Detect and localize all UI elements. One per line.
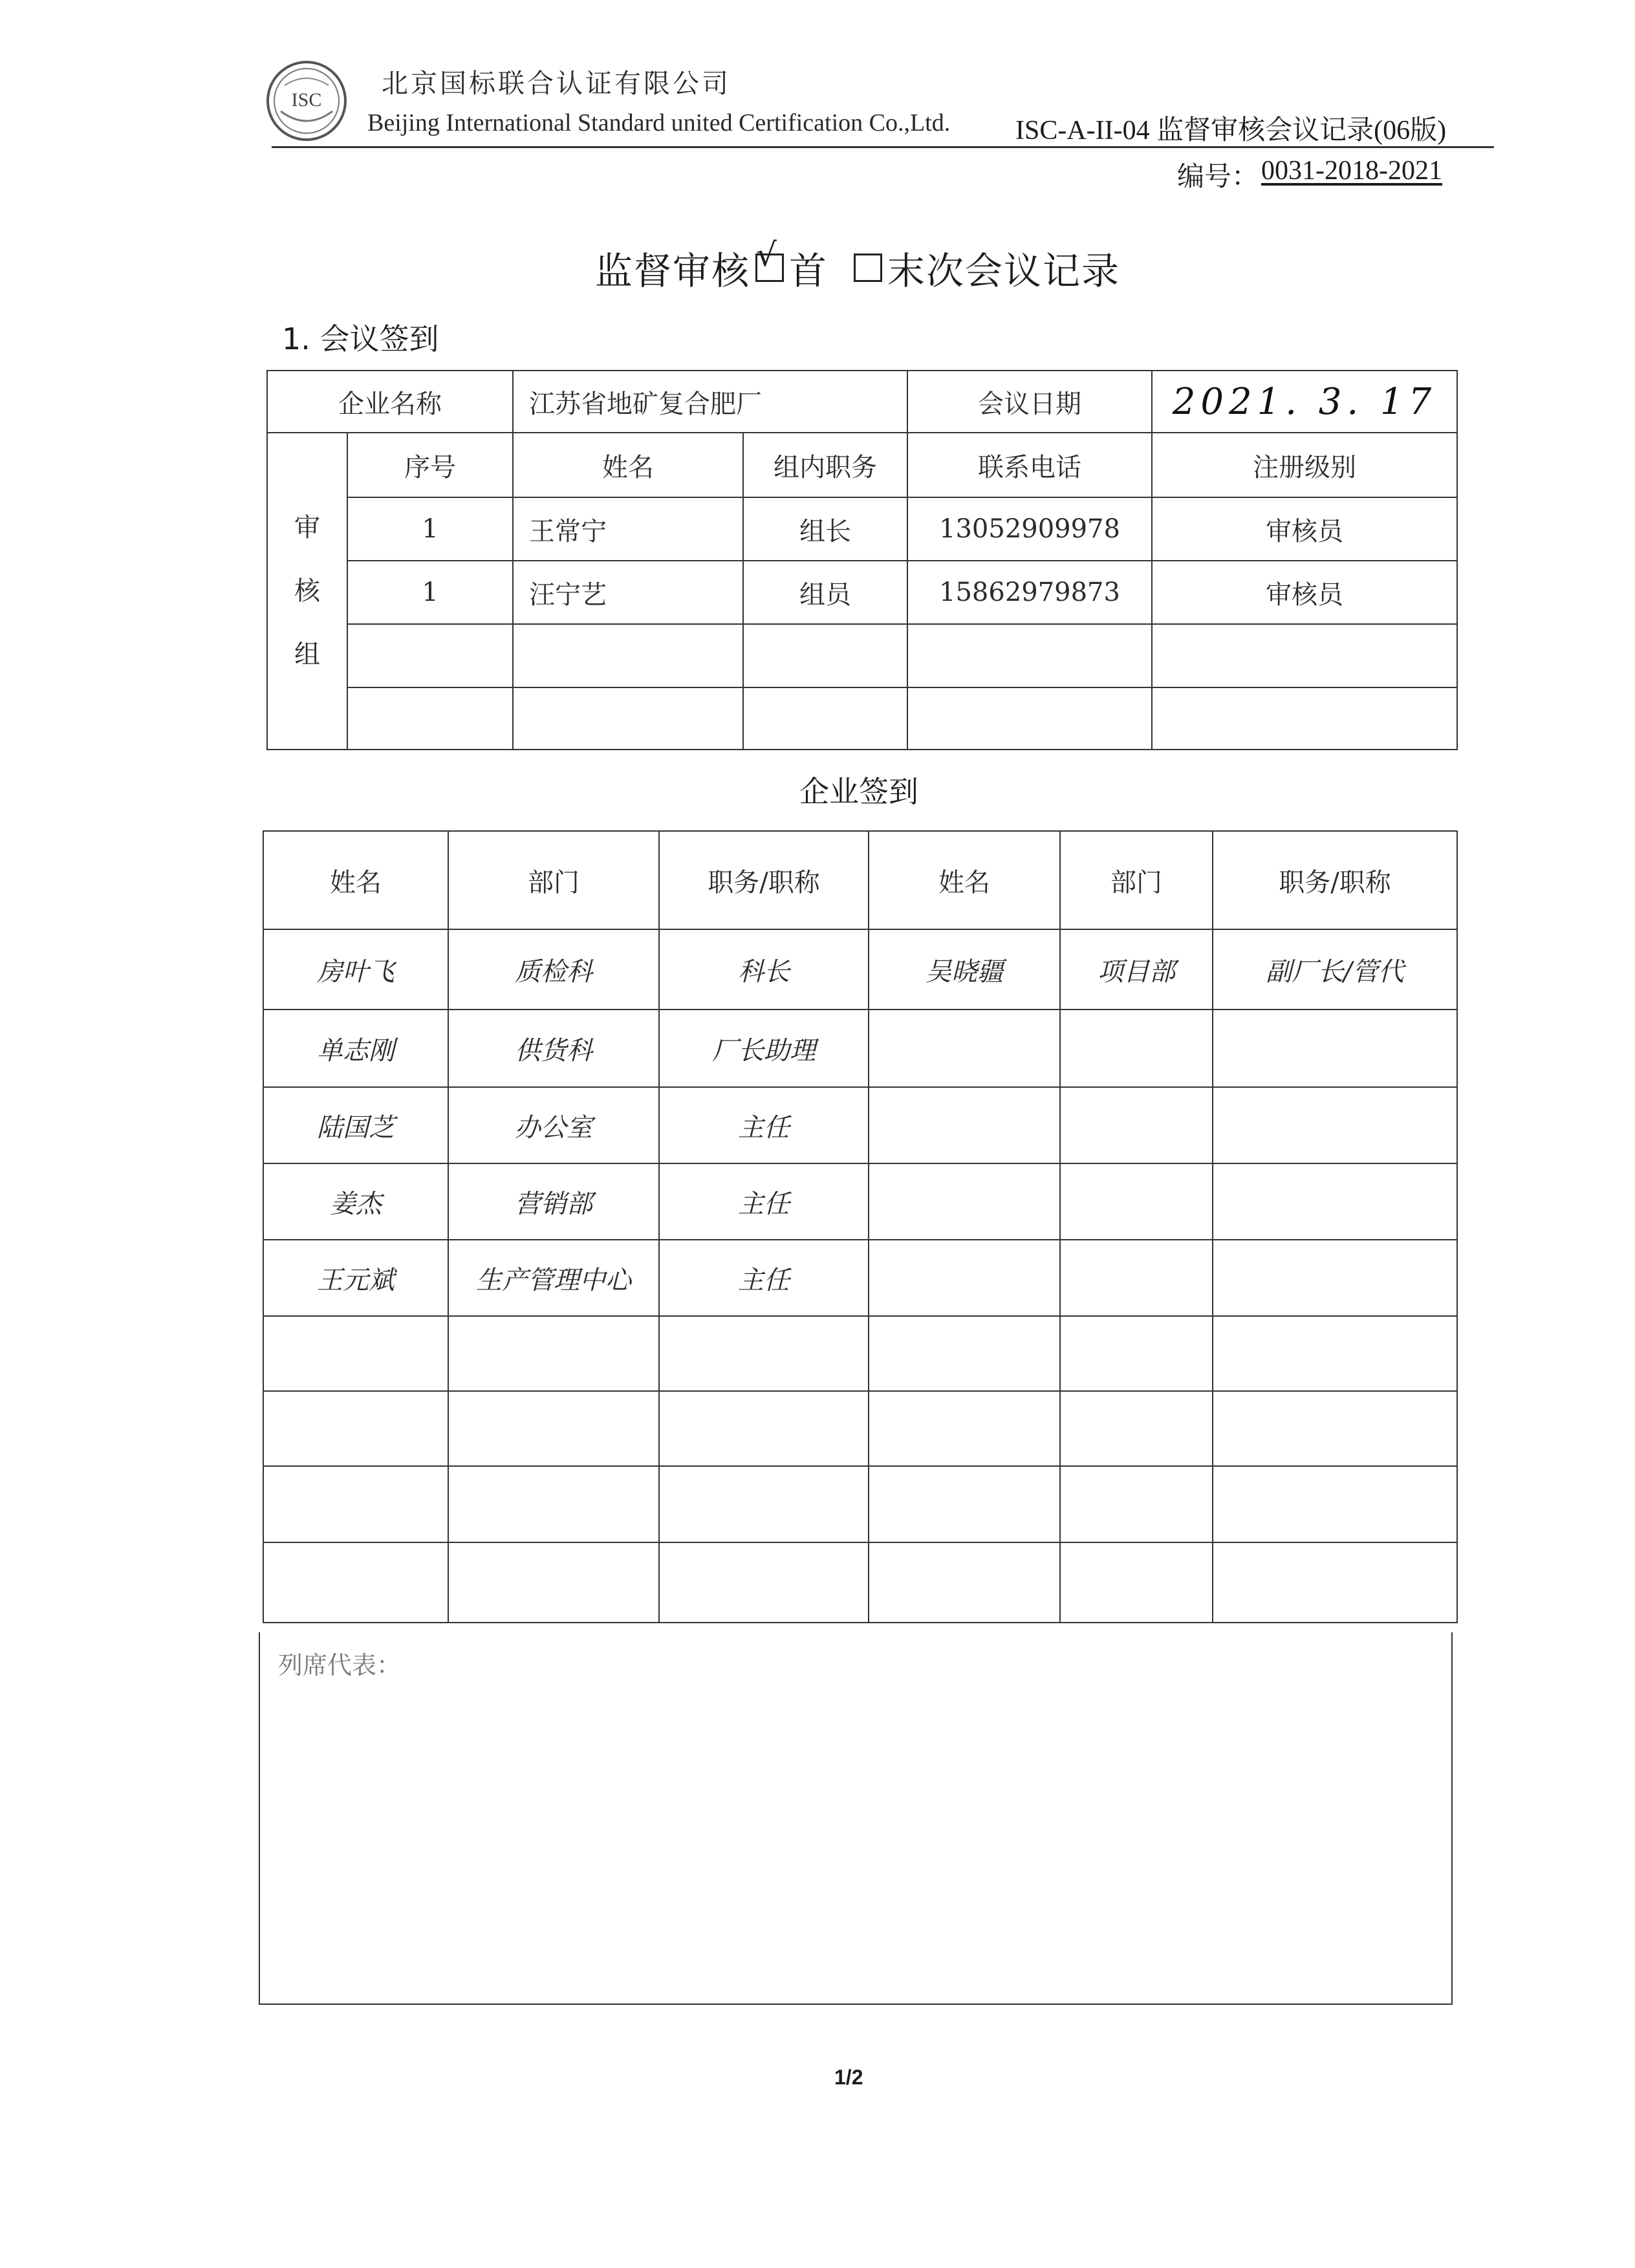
col-header-name-2: 姓名	[869, 831, 1060, 929]
table-row	[267, 687, 1457, 750]
company-name-label: 企业名称	[267, 371, 513, 433]
attendees-label: 列席代表：	[278, 1651, 402, 1679]
signature-dept[interactable]: 办公室	[448, 1087, 659, 1163]
table-row	[263, 1087, 1457, 1163]
signature-name[interactable]	[869, 1391, 1060, 1466]
signature-title[interactable]: 副厂长/管代	[1213, 929, 1457, 1010]
page-number: 1/2	[834, 2066, 863, 2089]
company-name-cn: 北京国标联合认证有限公司	[382, 68, 731, 99]
signature-dept[interactable]	[448, 1391, 659, 1466]
signature-dept[interactable]	[1060, 1163, 1213, 1240]
phone-cell: 13052909978	[907, 497, 1152, 561]
signature-name[interactable]	[869, 1087, 1060, 1163]
audit-team-table	[266, 370, 1458, 750]
serial-label: 编号：	[1177, 160, 1259, 192]
level-cell	[1152, 687, 1457, 750]
signature-name[interactable]: 姜杰	[263, 1163, 448, 1240]
signature-title[interactable]	[1213, 1316, 1457, 1391]
signature-title[interactable]: 主任	[659, 1163, 869, 1240]
meeting-date-handwritten: 2021. 3. 17	[1172, 380, 1437, 423]
signature-title[interactable]: 科长	[659, 929, 869, 1010]
role-cell	[743, 624, 907, 687]
signature-name[interactable]	[869, 1240, 1060, 1316]
table-row	[267, 624, 1457, 687]
signature-dept[interactable]	[1060, 1391, 1213, 1466]
section1-heading: 1. 会议签到	[282, 321, 439, 356]
col-header-title: 职务/职称	[659, 831, 869, 929]
name-cell	[513, 687, 743, 750]
signature-name[interactable]	[263, 1391, 448, 1466]
level-cell: 审核员	[1152, 561, 1457, 624]
role-cell	[743, 687, 907, 750]
level-cell	[1152, 624, 1457, 687]
seq-cell	[347, 687, 513, 750]
table-row	[263, 1163, 1457, 1240]
signature-name[interactable]	[869, 1466, 1060, 1542]
signature-dept[interactable]	[1060, 1316, 1213, 1391]
role-cell: 组长	[743, 497, 907, 561]
signature-dept[interactable]	[1060, 1010, 1213, 1087]
phone-cell	[907, 624, 1152, 687]
signature-title[interactable]	[1213, 1163, 1457, 1240]
signature-name[interactable]	[263, 1542, 448, 1623]
signature-name[interactable]: 陆国芝	[263, 1087, 448, 1163]
level-cell: 审核员	[1152, 497, 1457, 561]
name-cell: 汪宁艺	[513, 561, 743, 624]
meeting-date-label: 会议日期	[907, 371, 1152, 433]
signature-title[interactable]	[1213, 1010, 1457, 1087]
checkmark-icon: √	[756, 236, 778, 274]
table-row	[267, 561, 1457, 624]
signature-title[interactable]: 主任	[659, 1087, 869, 1163]
signature-dept[interactable]	[448, 1316, 659, 1391]
audit-group-char: 审	[294, 513, 320, 543]
col-header-seq: 序号	[347, 433, 513, 497]
col-header-role: 组内职务	[743, 433, 907, 497]
signature-name[interactable]: 王元斌	[263, 1240, 448, 1316]
signature-title[interactable]: 厂长助理	[659, 1010, 869, 1087]
table-row	[263, 1466, 1457, 1542]
signature-title[interactable]	[659, 1542, 869, 1623]
signature-name[interactable]	[869, 1010, 1060, 1087]
company-name-value: 江苏省地矿复合肥厂	[513, 371, 907, 433]
signature-dept[interactable]	[1060, 1542, 1213, 1623]
signature-dept[interactable]: 项目部	[1060, 929, 1213, 1010]
signature-dept[interactable]: 质检科	[448, 929, 659, 1010]
form-code: ISC-A-II-04 监督审核会议记录(06版)	[1015, 116, 1447, 146]
col-header-name: 姓名	[513, 433, 743, 497]
company-name-en: Beijing International Standard united Certification Co.,Ltd.	[367, 109, 951, 136]
table-row	[263, 1010, 1457, 1087]
signature-dept[interactable]	[1060, 1240, 1213, 1316]
table-row	[263, 1240, 1457, 1316]
signature-name[interactable]: 房叶飞	[263, 929, 448, 1010]
last-meeting-checkbox[interactable]	[854, 254, 882, 282]
signature-name[interactable]	[869, 1316, 1060, 1391]
role-cell: 组员	[743, 561, 907, 624]
table-row	[267, 497, 1457, 561]
title-option-last: 末次会议记录	[887, 249, 1121, 293]
signature-title[interactable]	[659, 1316, 869, 1391]
title-prefix: 监督审核	[595, 249, 751, 293]
signature-dept[interactable]	[1060, 1466, 1213, 1542]
signature-dept[interactable]: 营销部	[448, 1163, 659, 1240]
table-row	[263, 1316, 1457, 1391]
signature-name[interactable]: 单志刚	[263, 1010, 448, 1087]
col-header-phone: 联系电话	[907, 433, 1152, 497]
phone-cell: 15862979873	[907, 561, 1152, 624]
col-header-dept-2: 部门	[1060, 831, 1213, 929]
col-header-name: 姓名	[263, 831, 448, 929]
document-title	[595, 236, 1121, 295]
signature-name[interactable]	[869, 1542, 1060, 1623]
logo-text: ISC	[291, 89, 322, 111]
signature-title[interactable]	[659, 1391, 869, 1466]
signature-dept[interactable]	[448, 1466, 659, 1542]
signature-title[interactable]	[1213, 1542, 1457, 1623]
seq-cell: 1	[347, 497, 513, 561]
col-header-title-2: 职务/职称	[1213, 831, 1457, 929]
signature-dept[interactable]: 供货科	[448, 1010, 659, 1087]
phone-cell	[907, 687, 1152, 750]
signature-title[interactable]	[1213, 1240, 1457, 1316]
table-row	[263, 929, 1457, 1010]
col-header-dept: 部门	[448, 831, 659, 929]
signature-name[interactable]	[263, 1316, 448, 1391]
signature-title[interactable]	[1213, 1391, 1457, 1466]
section2-heading: 企业签到	[799, 774, 918, 809]
seq-cell	[347, 624, 513, 687]
signature-dept[interactable]: 生产管理中心	[448, 1240, 659, 1316]
attendees-box[interactable]	[259, 1632, 1453, 2005]
seq-cell: 1	[347, 561, 513, 624]
col-header-level: 注册级别	[1152, 433, 1457, 497]
name-cell	[513, 624, 743, 687]
header-divider	[272, 146, 1494, 148]
name-cell: 王常宁	[513, 497, 743, 561]
signature-name[interactable]: 吴晓疆	[869, 929, 1060, 1010]
signature-title[interactable]	[659, 1466, 869, 1542]
signature-title[interactable]	[1213, 1466, 1457, 1542]
table-row	[263, 1542, 1457, 1623]
signature-name[interactable]	[869, 1163, 1060, 1240]
serial-number: 0031-2018-2021	[1261, 156, 1442, 186]
meeting-date-value[interactable]	[1152, 371, 1457, 433]
audit-group-char: 核	[294, 576, 320, 606]
title-option-first: 首	[789, 249, 828, 293]
signature-dept[interactable]	[448, 1542, 659, 1623]
isc-logo	[265, 59, 348, 142]
audit-group-label	[267, 433, 347, 750]
signature-dept[interactable]	[1060, 1087, 1213, 1163]
company-signin-table	[263, 830, 1458, 1623]
audit-group-char: 组	[294, 640, 320, 669]
signature-title[interactable]: 主任	[659, 1240, 869, 1316]
signature-title[interactable]	[1213, 1087, 1457, 1163]
first-meeting-checkbox[interactable]	[755, 236, 784, 282]
table-row	[263, 1391, 1457, 1466]
signature-name[interactable]	[263, 1466, 448, 1542]
